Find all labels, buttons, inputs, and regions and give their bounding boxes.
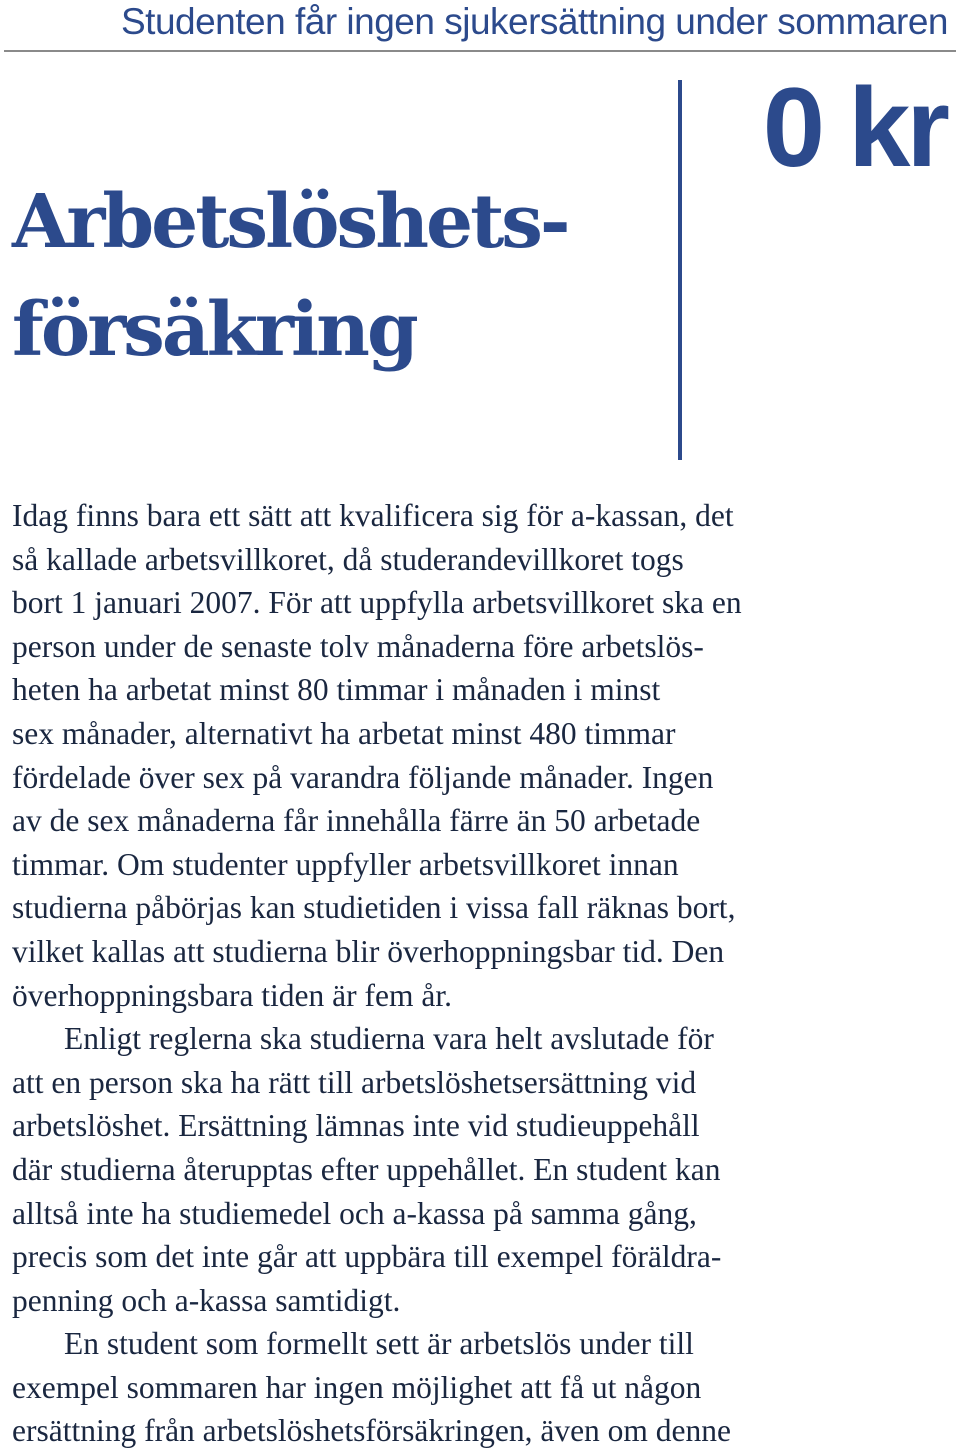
section-heading-line-2: försäkring (12, 287, 416, 373)
paragraph (12, 494, 832, 1017)
text-line: vilket kallas att studierna blir överhoppningsbar tid. Den (12, 933, 725, 969)
text-line: person under de senaste tolv månaderna före arbetslös- (12, 628, 704, 664)
text-line: studierna påbörjas kan studietiden i vissa fall räknas bort, (12, 890, 736, 926)
text-line: timmar. Om studenter uppfyller arbetsvillkoret innan (12, 846, 679, 882)
text-line: exempel sommaren har ingen möjlighet att få ut någon (12, 1369, 702, 1405)
header-divider (4, 50, 956, 52)
section-heading-line-1: Arbetslöshets- (12, 179, 568, 265)
paragraph (12, 1017, 832, 1322)
text-line: Idag finns bara ett sätt att kvalificera sig för a-kassan, det (12, 498, 734, 533)
running-header: Studenten får ingen sjukersättning under sommaren (120, 1, 948, 42)
text-line: heten ha arbetat minst 80 timmar i månaden i minst (12, 672, 661, 708)
section-heading (12, 168, 568, 384)
body-text (12, 494, 832, 1453)
text-line: En student som formellt sett är arbetslös under till (64, 1326, 694, 1362)
text-line: överhoppningsbara tiden är fem år. (12, 977, 452, 1013)
amount-figure: 0 kr (762, 65, 946, 190)
paragraph (12, 1322, 832, 1453)
text-line: precis som det inte går att uppbära till exempel föräldra- (12, 1239, 722, 1275)
text-line: sex månader, alternativt ha arbetat minst 480 timmar (12, 715, 676, 751)
text-line: ersättning från arbetslöshetsförsäkringen, även om denne (12, 1413, 732, 1449)
text-line: så kallade arbetsvillkoret, då studerandevillkoret togs (12, 541, 684, 577)
text-line: arbetslöshet. Ersättning lämnas inte vid studieuppehåll (12, 1108, 700, 1144)
text-line: alltså inte ha studiemedel och a-kassa på samma gång, (12, 1195, 697, 1231)
text-line: av de sex månaderna får innehålla färre än 50 arbetade (12, 803, 701, 839)
vertical-accent-rule (678, 80, 682, 460)
text-line: där studierna återupptas efter uppehållet. En student kan (12, 1151, 721, 1187)
text-line: att en person ska ha rätt till arbetslöshetsersättning vid (12, 1064, 697, 1100)
text-line: penning och a-kassa samtidigt. (12, 1282, 401, 1318)
text-line: fördelade över sex på varandra följande månader. Ingen (12, 759, 714, 795)
text-line: bort 1 januari 2007. För att uppfylla arbetsvillkoret ska en (12, 585, 742, 621)
text-line: Enligt reglerna ska studierna vara helt avslutade för (64, 1021, 714, 1057)
